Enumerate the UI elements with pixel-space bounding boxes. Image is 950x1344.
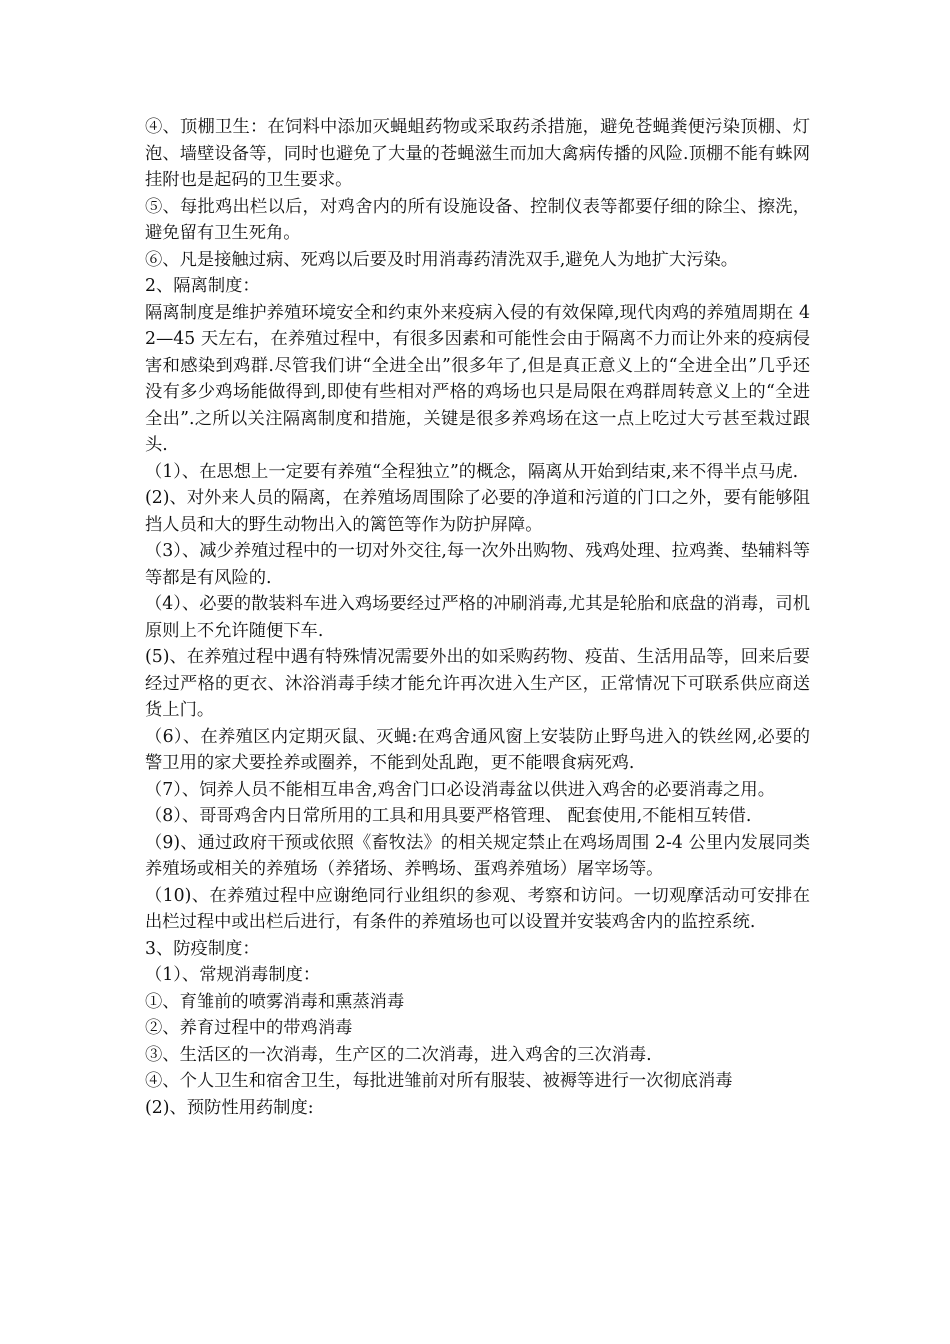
- paragraph-isolation-intro: 隔离制度是维护养殖环境安全和约束外来疫病入侵的有效保障,现代肉鸡的养殖周期在 42—45 天左右，在养殖过程中，有很多因素和可能性会由于隔离不力而让外来的疫病侵害和感染到鸡群.尽管我们讲“全进全出”很多年了,但是真正意义上的“全进全出”几乎还没有多少鸡场能做得到,即使有些相对严格的鸡场也只是局限在鸡群周转意义上的“全进全出”.之所以关注隔离制度和措施，关键是很多养鸡场在这一点上吃过大亏甚至栽过跟头.: [145, 302, 810, 455]
- paragraph-ceiling-hygiene: ④、顶棚卫生：在饲料中添加灭蝇蛆药物或采取药杀措施，避免苍蝇粪便污染顶棚、灯泡、墙壁设备等，同时也避免了大量的苍蝇滋生而加大禽病传播的风险.顶棚不能有蛛网挂附也是起码的卫生要求。: [145, 117, 810, 190]
- section-heading-isolation: 2、隔离制度：: [145, 276, 260, 296]
- paragraph-cleaning-after-batch: ⑤、每批鸡出栏以后，对鸡舍内的所有设施设备、控制仪表等都要仔细的除尘、擦洗，避免留有卫生死角。: [145, 196, 810, 243]
- section-heading-epidemic-prevention: 3、防疫制度：: [145, 938, 260, 959]
- list-item-isolation-3: （3）、减少养殖过程中的一切对外交往,每一次外出购物、残鸡处理、拉鸡粪、垫辅料等等都是有风险的.: [145, 541, 810, 588]
- list-item-disinfection-1: ①、育雏前的喷雾消毒和熏蒸消毒: [145, 991, 405, 1012]
- subsection-heading-disinfection: （1）、常规消毒制度：: [145, 965, 321, 985]
- list-item-isolation-6: （6）、在养殖区内定期灭鼠、灭蝇:在鸡舍通风窗上安装防止野鸟进入的铁丝网,必要的警卫用的家犬要拴养或圈养，不能到处乱跑，更不能喂食病死鸡.: [145, 726, 810, 773]
- list-item-disinfection-3: ③、生活区的一次消毒，生产区的二次消毒，进入鸡舍的三次消毒.: [145, 1044, 652, 1065]
- list-item-isolation-2: (2)、对外来人员的隔离，在养殖场周围除了必要的净道和污道的门口之外，要有能够阻挡人员和大的野生动物出入的篱笆等作为防护屏障。: [145, 488, 810, 535]
- list-item-disinfection-4: ④、个人卫生和宿舍卫生，每批进雏前对所有服装、被褥等进行一次彻底消毒: [145, 1071, 733, 1091]
- subsection-heading-preventive-medication: (2)、预防性用药制度:: [145, 1097, 314, 1118]
- list-item-isolation-9: （9)、通过政府干预或依照《畜牧法》的相关规定禁止在鸡场周围 2-4 公里内发展同类养殖场或相关的养殖场（养猪场、养鸭场、蛋鸡养殖场）屠宰场等。: [145, 832, 810, 879]
- document-body: [145, 114, 810, 1121]
- list-item-isolation-1: （1）、在思想上一定要有养殖“全程独立”的概念，隔离从开始到结束,来不得半点马虎.: [145, 461, 799, 482]
- list-item-disinfection-2: ②、养育过程中的带鸡消毒: [145, 1018, 353, 1038]
- paragraph-hand-disinfection: ⑥、凡是接触过病、死鸡以后要及时用消毒药清洗双手,避免人为地扩大污染。: [145, 249, 739, 270]
- list-item-isolation-4: （4）、必要的散装料车进入鸡场要经过严格的冲刷消毒,尤其是轮胎和底盘的消毒，司机原则上不允许随便下车.: [145, 594, 810, 641]
- list-item-isolation-5: (5)、在养殖过程中遇有特殊情况需要外出的如采购药物、疫苗、生活用品等，回来后要经过严格的更衣、沐浴消毒手续才能允许再次进入生产区，正常情况下可联系供应商送货上门。: [145, 647, 810, 720]
- list-item-isolation-7: （7）、饲养人员不能相互串舍,鸡舍门口必设消毒盆以供进入鸡舍的必要消毒之用。: [145, 779, 775, 800]
- list-item-isolation-8: （8）、哥哥鸡舍内日常所用的工具和用具要严格管理、 配套使用,不能相互转借.: [145, 806, 752, 826]
- list-item-isolation-10: （10)、在养殖过程中应谢绝同行业组织的参观、考察和访问。一切观摩活动可安排在出栏过程中或出栏后进行，有条件的养殖场也可以设置并安装鸡舍内的监控系统.: [145, 885, 810, 932]
